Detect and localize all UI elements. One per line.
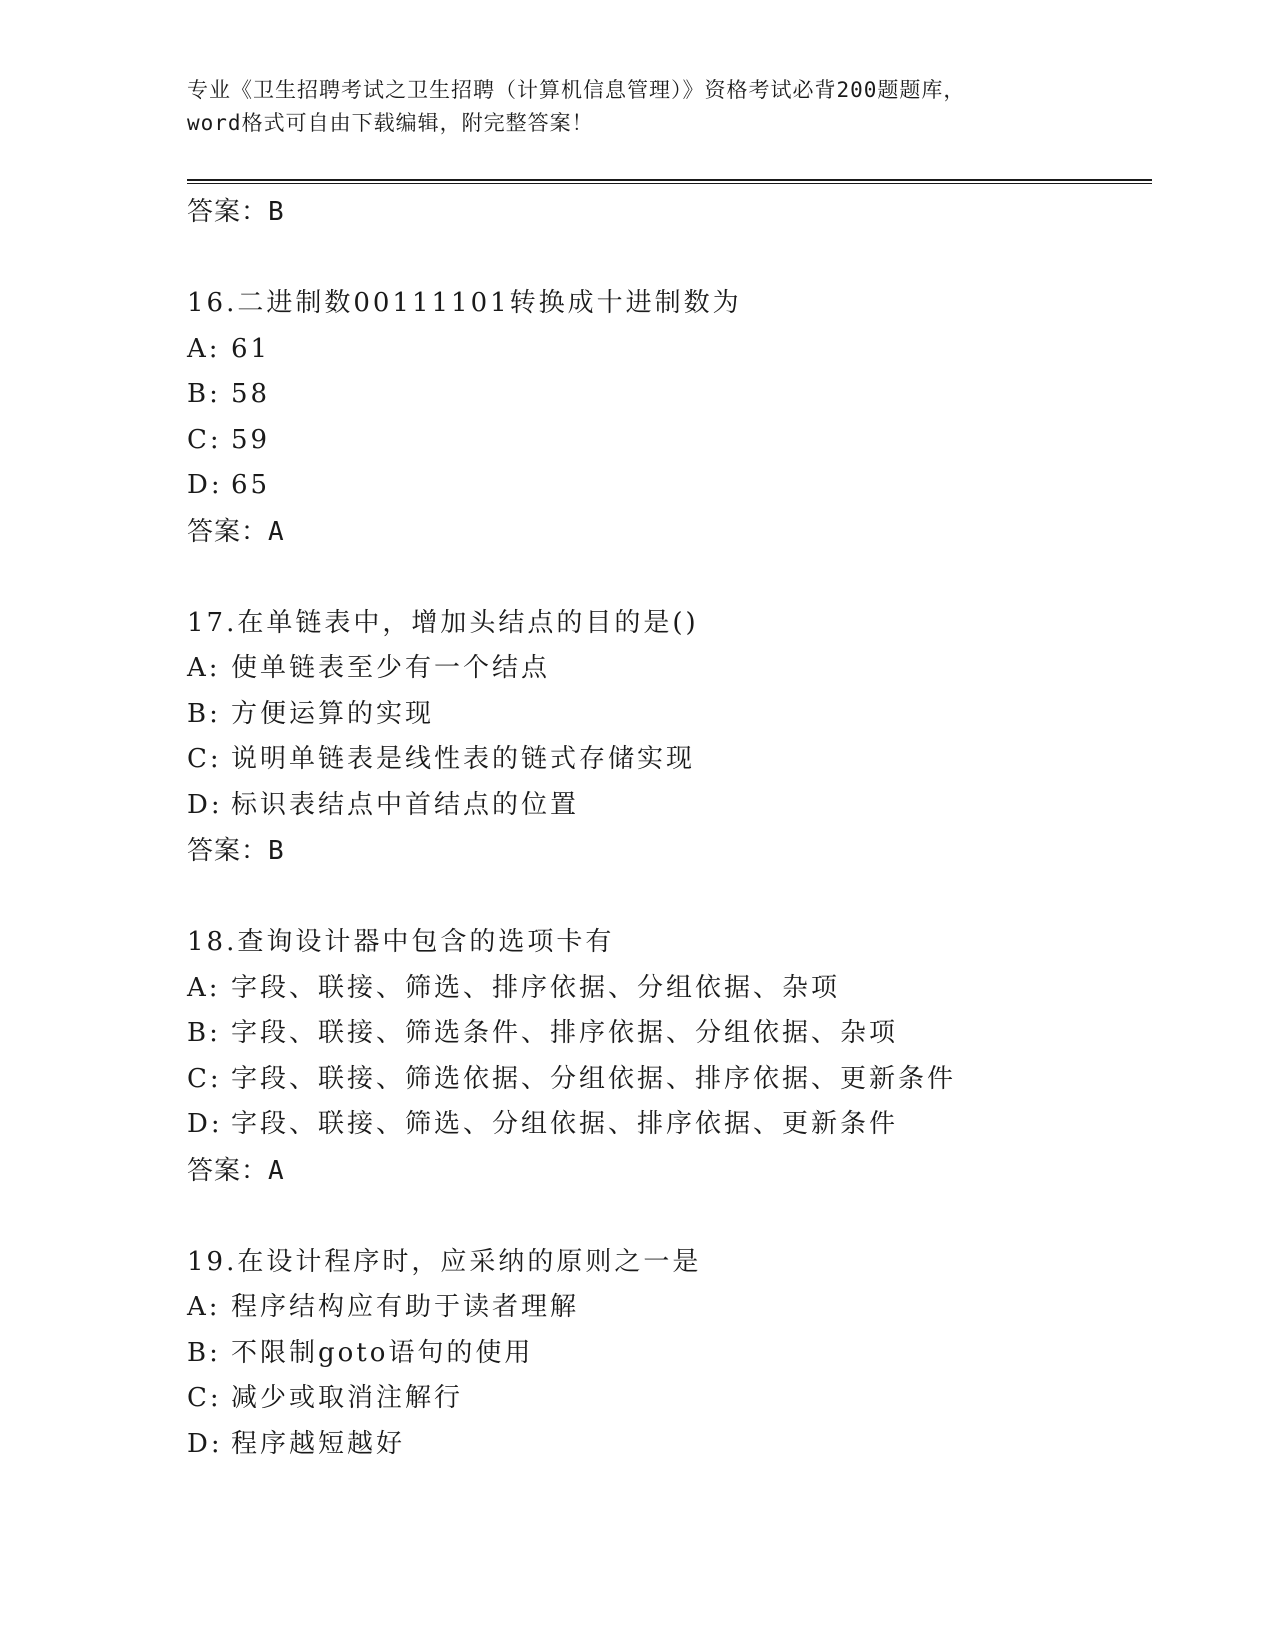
option-text: 不限制goto语句的使用 bbox=[231, 1337, 534, 1368]
option-label: B: bbox=[187, 1337, 221, 1368]
question-item bbox=[187, 601, 1147, 875]
option-d bbox=[187, 783, 1147, 829]
option-text: 标识表结点中首结点的位置 bbox=[231, 789, 580, 820]
header-line-1: 专业《卫生招聘考试之卫生招聘（计算机信息管理）》资格考试必背200题题库， bbox=[187, 78, 966, 102]
option-label: A: bbox=[187, 1292, 221, 1322]
option-a bbox=[187, 1285, 1147, 1331]
question-stem: 17.在单链表中，增加头结点的目的是() bbox=[187, 607, 699, 638]
option-d bbox=[187, 1102, 1147, 1148]
option-label: C: bbox=[187, 1063, 222, 1094]
header-divider-thick bbox=[187, 179, 1152, 181]
option-text: 字段、联接、筛选、分组依据、排序依据、更新条件 bbox=[231, 1109, 899, 1139]
question-item bbox=[187, 920, 1147, 1194]
option-b bbox=[187, 372, 1147, 418]
header-divider-thin bbox=[187, 183, 1152, 184]
option-text: 程序结构应有助于读者理解 bbox=[231, 1292, 580, 1322]
question-item bbox=[187, 1240, 1147, 1468]
question-stem: 16.二进制数00111101转换成十进制数为 bbox=[187, 288, 742, 318]
option-text: 58 bbox=[231, 379, 271, 409]
question-stem: 18.查询设计器中包含的选项卡有 bbox=[187, 927, 615, 957]
option-b bbox=[187, 1331, 1147, 1377]
option-label: D: bbox=[187, 1109, 223, 1139]
option-c bbox=[187, 737, 1147, 783]
option-text: 程序越短越好 bbox=[231, 1428, 406, 1459]
option-c bbox=[187, 1376, 1147, 1422]
spacer bbox=[187, 1194, 1147, 1240]
spacer bbox=[187, 874, 1147, 920]
option-label: B: bbox=[187, 698, 221, 729]
option-label: C: bbox=[187, 424, 222, 455]
option-label: C: bbox=[187, 1383, 222, 1413]
option-c bbox=[187, 418, 1147, 464]
answer-line: 答案：B bbox=[187, 197, 285, 227]
spacer bbox=[187, 555, 1147, 601]
option-text: 使单链表至少有一个结点 bbox=[231, 653, 551, 683]
option-c bbox=[187, 1057, 1147, 1103]
question-item bbox=[187, 281, 1147, 555]
option-a bbox=[187, 646, 1147, 692]
question-list bbox=[187, 189, 1147, 1467]
option-label: A: bbox=[187, 333, 221, 364]
option-label: A: bbox=[187, 972, 221, 1003]
option-text: 字段、联接、筛选、排序依据、分组依据、杂项 bbox=[231, 972, 841, 1003]
option-text: 方便运算的实现 bbox=[231, 698, 435, 729]
option-text: 减少或取消注解行 bbox=[231, 1383, 464, 1413]
option-label: B: bbox=[187, 1018, 221, 1048]
answer-line: 答案：A bbox=[187, 1155, 285, 1186]
option-text: 说明单链表是线性表的链式存储实现 bbox=[231, 744, 696, 774]
option-text: 字段、联接、筛选条件、排序依据、分组依据、杂项 bbox=[231, 1018, 899, 1048]
option-b bbox=[187, 1011, 1147, 1057]
answer-line: 答案：B bbox=[187, 836, 285, 866]
option-text: 字段、联接、筛选依据、分组依据、排序依据、更新条件 bbox=[231, 1063, 957, 1094]
answer-line: 答案：A bbox=[187, 516, 285, 547]
option-d bbox=[187, 463, 1147, 509]
option-label: C: bbox=[187, 744, 222, 774]
option-text: 65 bbox=[231, 470, 271, 500]
question-stem: 19.在设计程序时，应采纳的原则之一是 bbox=[187, 1246, 702, 1277]
option-text: 59 bbox=[231, 424, 271, 455]
option-b bbox=[187, 692, 1147, 738]
option-a bbox=[187, 327, 1147, 373]
document-header bbox=[187, 74, 1087, 140]
option-text: 61 bbox=[231, 333, 271, 364]
option-label: A: bbox=[187, 653, 221, 683]
option-label: B: bbox=[187, 379, 221, 409]
option-d bbox=[187, 1422, 1147, 1468]
option-label: D: bbox=[187, 1428, 223, 1459]
spacer bbox=[187, 235, 1147, 281]
option-label: D: bbox=[187, 789, 223, 820]
option-label: D: bbox=[187, 470, 223, 500]
header-line-2: word格式可自由下载编辑，附完整答案！ bbox=[187, 111, 594, 135]
option-a bbox=[187, 966, 1147, 1012]
